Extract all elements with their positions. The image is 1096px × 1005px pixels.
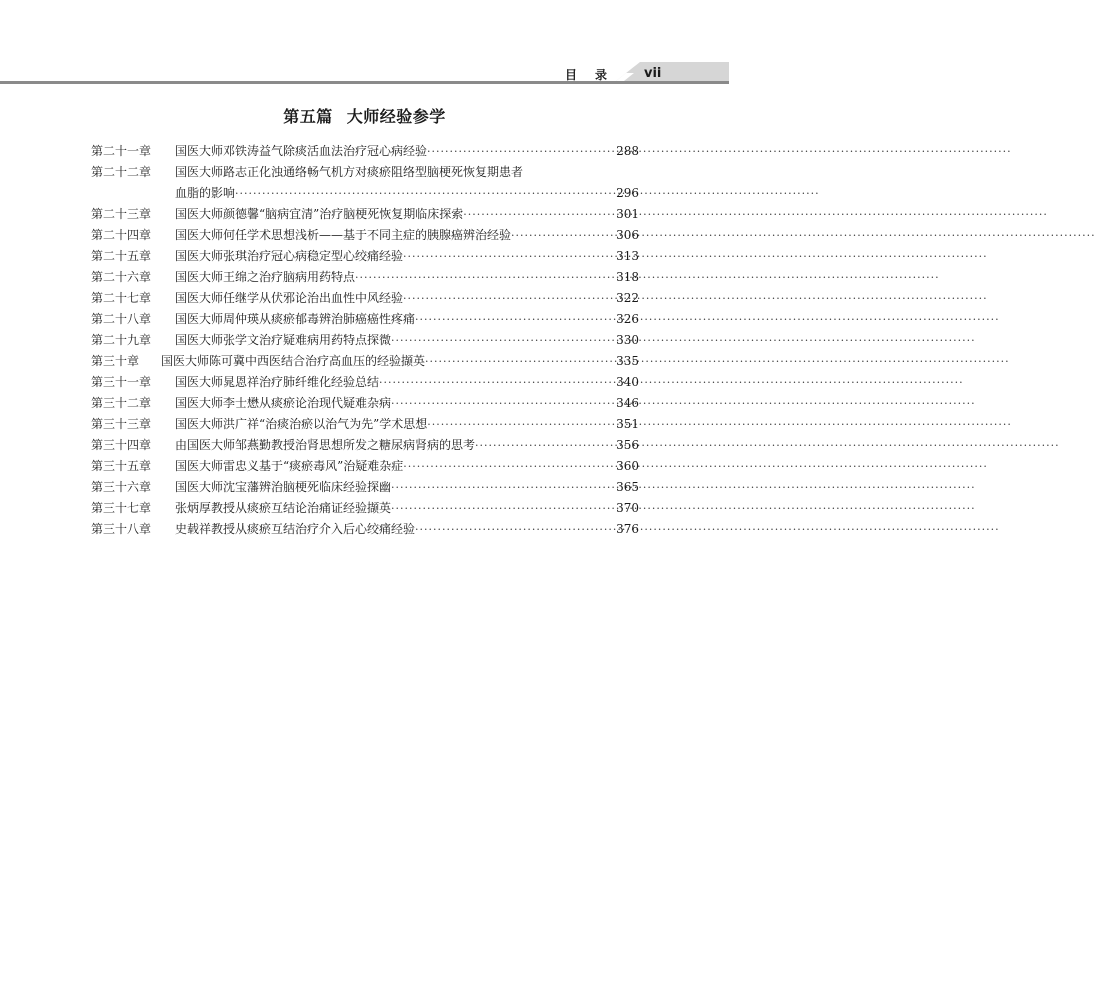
chapter-title: 国医大师周仲瑛从痰瘀郁毒辨治肺癌癌性疼痛 bbox=[175, 312, 416, 326]
leader-dots bbox=[355, 267, 614, 288]
chapter-number: 第三十一章 bbox=[91, 375, 152, 389]
toc-entry[interactable] bbox=[91, 456, 639, 477]
page-number: 318 bbox=[616, 270, 639, 284]
chapter-number: 第二十一章 bbox=[91, 144, 152, 158]
leader-dots bbox=[415, 309, 614, 330]
chapter-title-line1: 国医大师路志正化浊通络畅气机方对痰瘀阻络型脑梗死恢复期患者 bbox=[175, 165, 524, 179]
leader-dots bbox=[427, 141, 614, 162]
toc-entry[interactable] bbox=[91, 372, 639, 393]
leader-dots bbox=[415, 519, 614, 540]
chapter-title: 国医大师邓铁涛益气除痰活血法治疗冠心病经验 bbox=[175, 144, 428, 158]
leader-dots bbox=[391, 330, 614, 351]
chapter-title: 国医大师王绵之治疗脑病用药特点 bbox=[175, 270, 356, 284]
leader-dots bbox=[391, 477, 614, 498]
page-number: 346 bbox=[616, 396, 639, 410]
page-number: 335 bbox=[616, 354, 639, 368]
chapter-title: 国医大师何任学术思想浅析——基于不同主症的胰腺癌辨治经验 bbox=[175, 228, 512, 242]
chapter-title: 国医大师沈宝藩辨治脑梗死临床经验探幽 bbox=[175, 480, 392, 494]
toc-entry[interactable] bbox=[91, 498, 639, 519]
toc-entry[interactable] bbox=[91, 246, 639, 267]
part-name: 大师经验参学 bbox=[346, 107, 446, 126]
toc-entry[interactable] bbox=[91, 225, 639, 246]
part-title bbox=[0, 104, 729, 127]
chapter-number: 第二十六章 bbox=[91, 270, 152, 284]
toc-entry[interactable] bbox=[91, 477, 639, 498]
chapter-number: 第二十九章 bbox=[91, 333, 152, 347]
chapter-number: 第三十三章 bbox=[91, 417, 152, 431]
chapter-title: 张炳厚教授从痰瘀互结论治痛证经验撷英 bbox=[175, 501, 392, 515]
chapter-number: 第三十二章 bbox=[91, 396, 152, 410]
toc-entry[interactable] bbox=[91, 204, 639, 225]
toc-entry[interactable] bbox=[91, 267, 639, 288]
leader-dots bbox=[463, 204, 614, 225]
header-page-number: vii bbox=[644, 66, 662, 81]
leader-dots bbox=[403, 456, 614, 477]
table-of-contents bbox=[91, 141, 639, 540]
page-number: 360 bbox=[616, 459, 639, 473]
chapter-number: 第三十四章 bbox=[91, 438, 152, 452]
leader-dots bbox=[403, 288, 614, 309]
chapter-number: 第三十八章 bbox=[91, 522, 152, 536]
chapter-title: 国医大师洪广祥“治痰治瘀以治气为先”学术思想 bbox=[175, 417, 428, 431]
header-section-title: 目录 bbox=[565, 68, 626, 82]
chapter-title-line2: 血脂的影响 bbox=[175, 186, 236, 200]
toc-entry[interactable] bbox=[91, 519, 639, 540]
part-label: 第五篇 bbox=[283, 107, 333, 126]
page-number: 340 bbox=[616, 375, 639, 389]
toc-entry[interactable] bbox=[91, 393, 639, 414]
page-number: 330 bbox=[616, 333, 639, 347]
toc-entry[interactable] bbox=[91, 162, 639, 204]
leader-dots bbox=[379, 372, 614, 393]
chapter-title: 国医大师雷忠义基于“痰瘀毒风”治疑难杂症 bbox=[175, 459, 404, 473]
page-number: 296 bbox=[616, 186, 639, 200]
chapter-number: 第三十章 bbox=[91, 354, 140, 368]
chapter-title: 史载祥教授从痰瘀互结治疗介入后心绞痛经验 bbox=[175, 522, 416, 536]
toc-entry[interactable] bbox=[91, 435, 639, 456]
chapter-title: 国医大师张琪治疗冠心病稳定型心绞痛经验 bbox=[175, 249, 404, 263]
page-number: 322 bbox=[616, 291, 639, 305]
page-number: 306 bbox=[616, 228, 639, 242]
leader-dots bbox=[403, 246, 614, 267]
leader-dots bbox=[511, 225, 614, 246]
chapter-number: 第二十三章 bbox=[91, 207, 152, 221]
page-number: 356 bbox=[616, 438, 639, 452]
chapter-title: 国医大师颜德馨“脑病宜清”治疗脑梗死恢复期临床探索 bbox=[175, 207, 464, 221]
leader-dots bbox=[425, 351, 614, 372]
page-number: 376 bbox=[616, 522, 639, 536]
page-number: 301 bbox=[616, 207, 639, 221]
toc-entry[interactable] bbox=[91, 351, 639, 372]
page-number: 370 bbox=[616, 501, 639, 515]
chapter-title: 国医大师陈可冀中西医结合治疗高血压的经验撷英 bbox=[161, 354, 426, 368]
toc-entry[interactable] bbox=[91, 309, 639, 330]
leader-dots bbox=[391, 393, 614, 414]
chapter-number: 第二十四章 bbox=[91, 228, 152, 242]
page-number: 326 bbox=[616, 312, 639, 326]
leader-dots bbox=[391, 498, 614, 519]
leader-dots bbox=[475, 435, 614, 456]
running-header bbox=[0, 0, 729, 90]
chapter-number: 第三十七章 bbox=[91, 501, 152, 515]
chapter-title: 国医大师晁恩祥治疗肺纤维化经验总结 bbox=[175, 375, 380, 389]
page-number: 313 bbox=[616, 249, 639, 263]
chapter-number: 第二十二章 bbox=[91, 165, 152, 179]
chapter-title: 由国医大师邹燕勤教授治肾思想所发之糖尿病肾病的思考 bbox=[175, 438, 476, 452]
chapter-number: 第二十五章 bbox=[91, 249, 152, 263]
toc-entry[interactable] bbox=[91, 330, 639, 351]
chapter-title: 国医大师张学文治疗疑难病用药特点探微 bbox=[175, 333, 392, 347]
toc-entry[interactable] bbox=[91, 288, 639, 309]
toc-entry[interactable] bbox=[91, 414, 639, 435]
chapter-number: 第三十六章 bbox=[91, 480, 152, 494]
chapter-title: 国医大师李士懋从痰瘀论治现代疑难杂病 bbox=[175, 396, 392, 410]
chapter-number: 第二十八章 bbox=[91, 312, 152, 326]
page-number: 351 bbox=[616, 417, 639, 431]
leader-dots bbox=[235, 183, 614, 204]
chapter-number: 第三十五章 bbox=[91, 459, 152, 473]
chapter-number: 第二十七章 bbox=[91, 291, 152, 305]
page-number: 288 bbox=[616, 144, 639, 158]
toc-entry[interactable] bbox=[91, 141, 639, 162]
chapter-title: 国医大师任继学从伏邪论治出血性中风经验 bbox=[175, 291, 404, 305]
leader-dots bbox=[427, 414, 614, 435]
page-number: 365 bbox=[616, 480, 639, 494]
